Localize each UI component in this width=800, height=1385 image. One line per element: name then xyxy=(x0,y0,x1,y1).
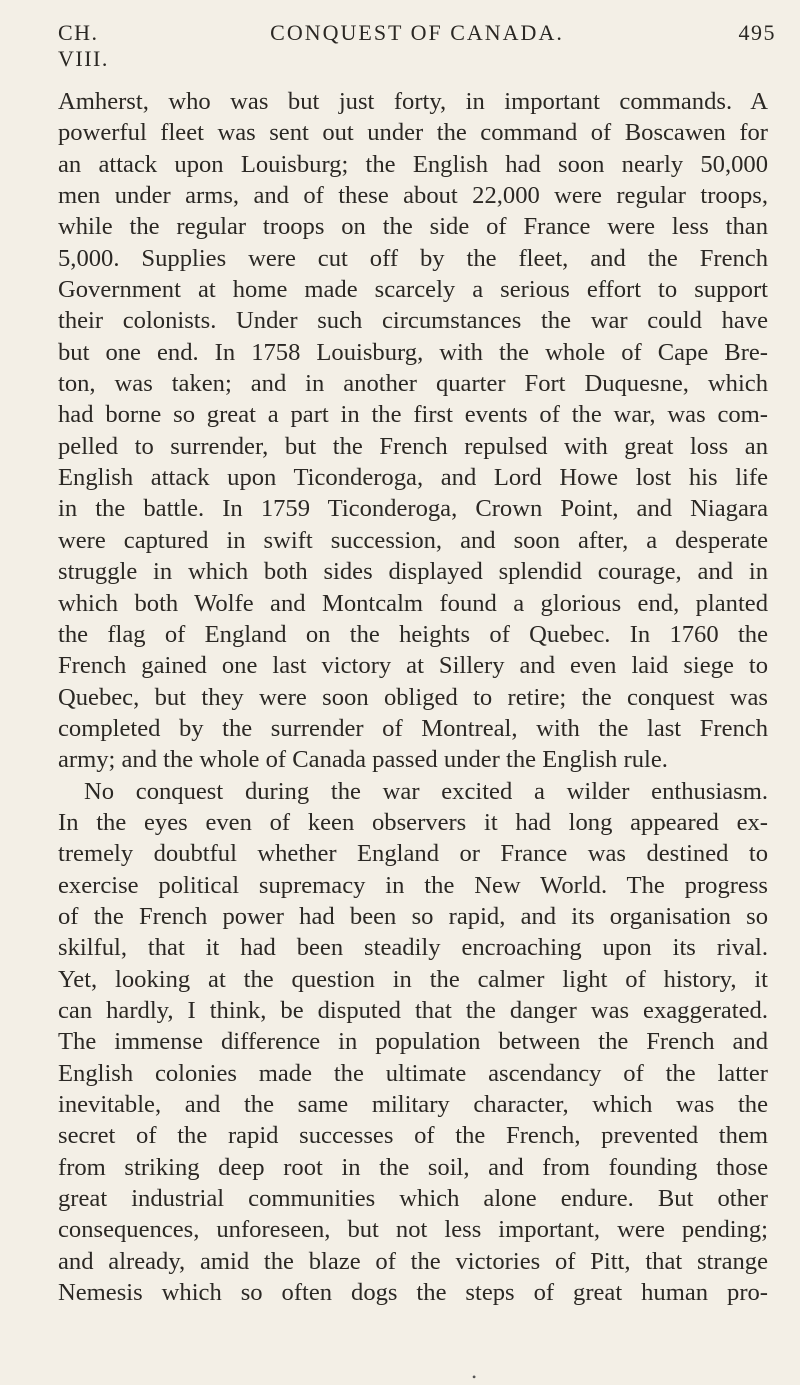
text-line: can hardly, I think, be disputed that the danger was exaggerated. xyxy=(58,996,768,1024)
page-title: CONQUEST OF CANADA. xyxy=(270,20,564,45)
text-line: powerful fleet was sent out under the command of Boscawen for xyxy=(58,119,768,147)
text-line: tremely doubtful whether England or France was destined to xyxy=(58,840,768,868)
text-line: struggle in which both sides displayed splendid courage, and in xyxy=(58,558,768,586)
text-line: English colonies made the ultimate ascendancy of the latter xyxy=(58,1059,768,1087)
text-line: while the regular troops on the side of France were less than xyxy=(58,213,768,241)
text-line: and already, amid the blaze of the victories of Pitt, that strange xyxy=(58,1247,768,1275)
text-line: inevitable, and the same military character, which was the xyxy=(58,1091,768,1118)
text-line: Quebec, but they were soon obliged to retire; the conquest was xyxy=(58,683,768,711)
text-line: from striking deep root in the soil, and from founding those xyxy=(58,1153,768,1181)
text-line: secret of the rapid successes of the French, prevented them xyxy=(58,1122,768,1150)
footer-mark: • xyxy=(472,1370,477,1384)
text-line: in the battle. In 1759 Ticonderoga, Crown Point, and Niagara xyxy=(58,495,768,523)
text-line: completed by the surrender of Montreal, with the last French xyxy=(58,714,768,742)
text-line: In the eyes even of keen observers it had long appeared ex- xyxy=(58,808,768,836)
text-line: English attack upon Ticonderoga, and Lord Howe lost his life xyxy=(58,464,768,492)
text-line: exercise political supremacy in the New World. The progress xyxy=(58,871,768,899)
text-line: consequences, unforeseen, but not less important, were pending; xyxy=(58,1216,768,1244)
text-line: Amherst, who was but just forty, in important commands. A xyxy=(58,88,768,115)
page-number: 495 xyxy=(738,20,776,45)
text-line: great industrial communities which alone endure. But other xyxy=(58,1185,768,1213)
text-line: the flag of England on the heights of Quebec. In 1760 the xyxy=(58,620,768,648)
text-line: men under arms, and of these about 22,000 were regular troops, xyxy=(58,182,768,210)
text-line: army; and the whole of Canada passed under the English rule. xyxy=(58,746,668,774)
text-line: skilful, that it had been steadily encroaching upon its rival. xyxy=(58,934,768,962)
text-line: French gained one last victory at Sillery and even laid siege to xyxy=(58,652,768,680)
text-line: an attack upon Louisburg; the English had soon nearly 50,000 xyxy=(58,150,768,178)
body-text xyxy=(58,86,768,1308)
text-line: had borne so great a part in the first events of the war, was com- xyxy=(58,401,768,429)
text-line: Nemesis which so often dogs the steps of great human pro- xyxy=(58,1279,768,1307)
chapter-label: CH. VIII. xyxy=(58,20,109,71)
text-line: which both Wolfe and Montcalm found a glorious end, planted xyxy=(58,589,768,617)
paragraph-start-line: No conquest during the war excited a wilder enthusiasm. xyxy=(84,777,768,805)
text-line: Yet, looking at the question in the calmer light of history, it xyxy=(58,965,768,993)
text-line: Government at home made scarcely a serious effort to support xyxy=(58,276,768,304)
running-header xyxy=(58,20,776,72)
text-line: pelled to surrender, but the French repulsed with great loss an xyxy=(58,432,768,460)
text-line: their colonists. Under such circumstances the war could have xyxy=(58,307,768,335)
text-line: ton, was taken; and in another quarter Fort Duquesne, which xyxy=(58,370,768,398)
text-line: were captured in swift succession, and soon after, a desperate xyxy=(58,526,768,554)
text-line: of the French power had been so rapid, and its organisation so xyxy=(58,902,768,930)
text-line: The immense difference in population between the French and xyxy=(58,1028,768,1056)
text-line: but one end. In 1758 Louisburg, with the whole of Cape Bre- xyxy=(58,338,768,366)
text-line: 5,000. Supplies were cut off by the fleet, and the French xyxy=(58,244,768,272)
